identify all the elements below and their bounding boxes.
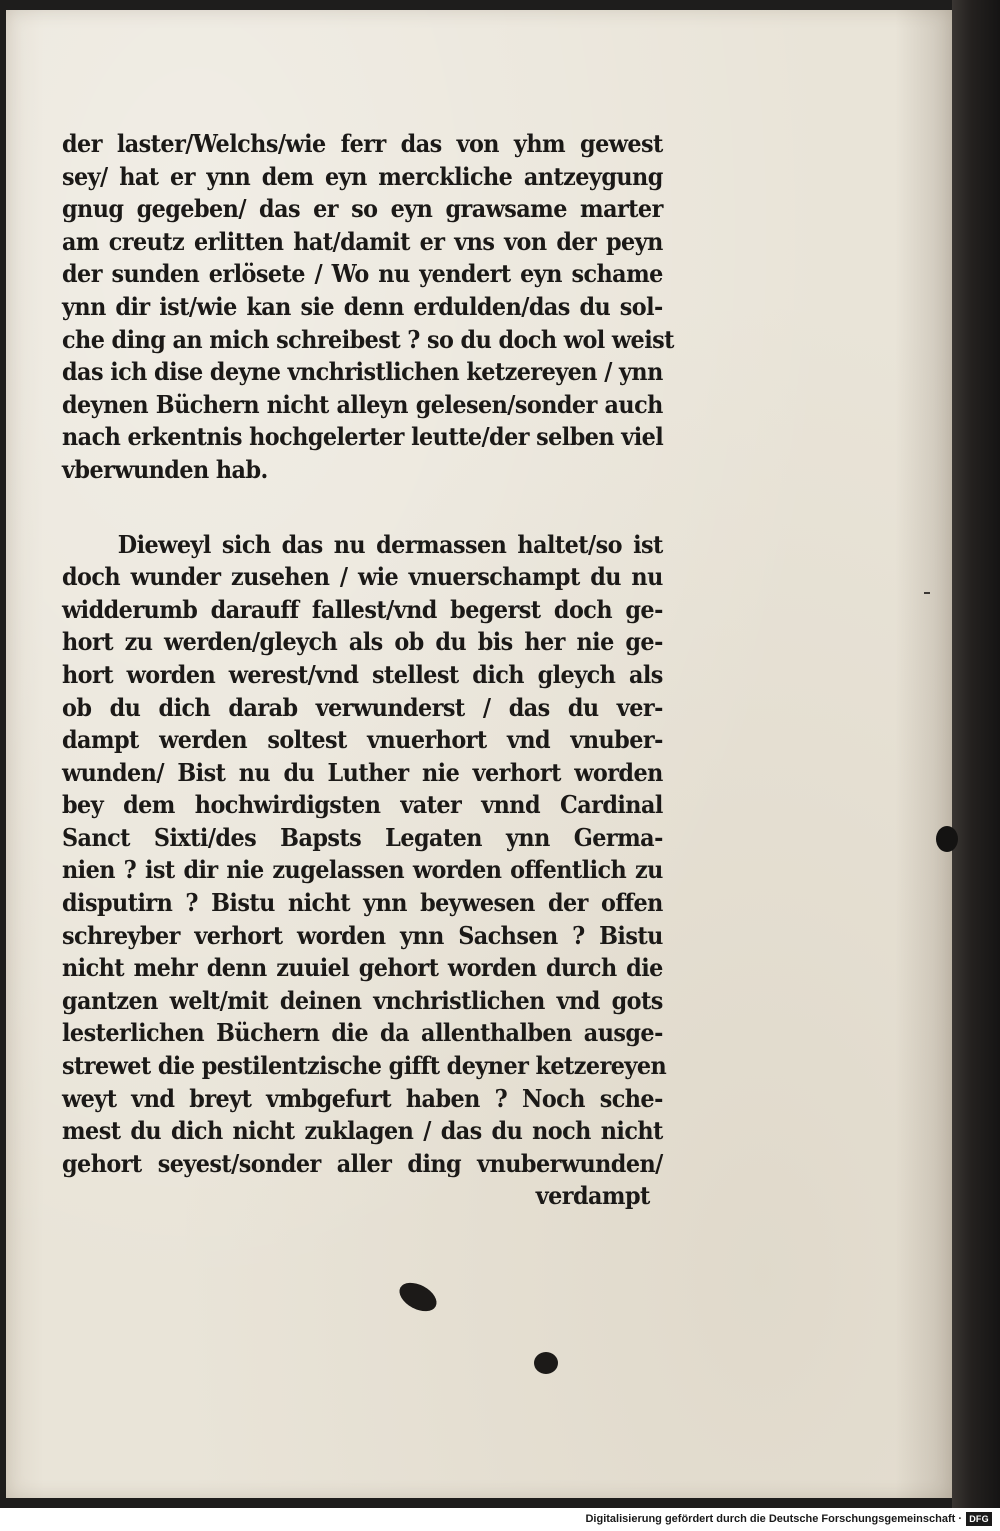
text-line: deynen Büchern nicht alleyn gelesen/sonder auch	[62, 389, 663, 419]
text-line: sey/ hat er ynn dem eyn merckliche antzeygung	[62, 161, 663, 191]
text-line: das ich dise deyne vnchristlichen ketzereyen / ynn	[62, 357, 663, 387]
paragraph-1	[62, 128, 674, 487]
text-line: schreyber verhort worden ynn Sachsen ? Bistu	[62, 920, 663, 950]
text-line: disputirn ? Bistu nicht ynn beywesen der offen	[62, 888, 663, 918]
page-mark	[924, 592, 930, 594]
text-line: vberwunden hab.	[62, 454, 268, 484]
paragraph-2	[62, 529, 667, 1181]
page-edge	[952, 0, 1000, 1508]
text-line: strewet die pestilentzische gifft deyner ketzereyen	[62, 1051, 667, 1081]
text-line: weyt vnd breyt vmbgefurt haben ? Noch sche-	[62, 1083, 663, 1113]
text-line: am creutz erlitten hat/damit er vns von der peyn	[62, 226, 663, 256]
ink-blot	[534, 1352, 558, 1374]
text-line: nach erkentnis hochgelerter leutte/der selben viel	[62, 422, 664, 452]
text-line: nicht mehr denn zuuiel gehort worden durch die	[62, 953, 663, 983]
text-line: doch wunder zusehen / wie vnuerschampt du nu	[62, 562, 663, 592]
text-line: che ding an mich schreibest ? so du doch wol weist	[62, 324, 674, 354]
book-page	[6, 10, 952, 1498]
text-line: gehort seyest/sonder aller ding vnuberwunden/	[62, 1148, 663, 1178]
text-line: dampt werden soltest vnuerhort vnd vnuber-	[62, 725, 663, 755]
text-line: wunden/ Bist nu du Luther nie verhort worden	[62, 757, 663, 787]
footer-bar	[0, 1508, 1000, 1531]
funding-credit: Digitalisierung gefördert durch die Deutsche Forschungsgemeinschaft ·	[585, 1513, 962, 1525]
ink-blot	[395, 1277, 442, 1317]
text-line: gnug gegeben/ das er so eyn grawsame marter	[62, 194, 663, 224]
text-line: nien ? ist dir nie zugelassen worden offentlich zu	[62, 855, 663, 885]
text-line: mest du dich nicht zuklagen / das du noch nicht	[62, 1116, 663, 1146]
text-line: Sanct Sixti/des Bapsts Legaten ynn Germa-	[62, 822, 663, 852]
main-text	[62, 128, 674, 1213]
text-line: der sunden erlösete / Wo nu yendert eyn schame	[62, 259, 663, 289]
text-line: bey dem hochwirdigsten vater vnnd Cardinal	[62, 790, 663, 820]
text-line: ob du dich darab verwunderst / das du ver-	[62, 692, 663, 722]
catchword: verdampt	[535, 1181, 650, 1211]
binding-hole	[936, 826, 958, 852]
paragraph-gap	[62, 487, 663, 529]
text-line: hort zu werden/gleych als ob du bis her nie ge-	[62, 627, 663, 657]
text-line: widderumb darauff fallest/vnd begerst doch ge-	[62, 594, 663, 624]
text-line: hort worden werest/vnd stellest dich gleych als	[62, 659, 663, 689]
text-line: ynn dir ist/wie kan sie denn erdulden/das du sol-	[62, 291, 663, 321]
text-line: der laster/Welchs/wie ferr das von yhm gewest	[62, 129, 663, 158]
text-line: gantzen welt/mit deinen vnchristlichen vnd gots	[62, 985, 663, 1015]
text-line: lesterlichen Büchern die da allenthalben ausge-	[62, 1018, 663, 1048]
text-line: Dieweyl sich das nu dermassen haltet/so ist	[117, 529, 663, 559]
dfg-logo-icon: DFG	[966, 1512, 992, 1526]
